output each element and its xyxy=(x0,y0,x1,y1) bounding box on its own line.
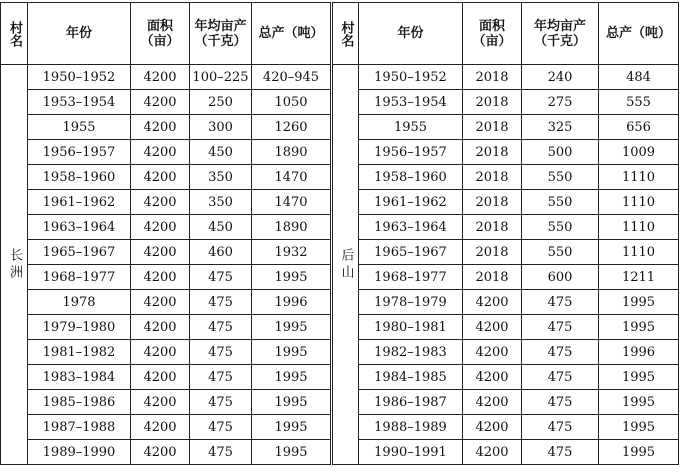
left-area-cell: 4200 xyxy=(131,415,190,440)
left-total-cell: 1995 xyxy=(252,265,332,290)
header-total-left: 总产（吨） xyxy=(252,3,332,65)
left-year-cell: 1989–1990 xyxy=(28,440,131,465)
left-area-cell: 4200 xyxy=(131,215,190,240)
left-yield-cell: 475 xyxy=(190,340,252,365)
right-year-cell: 1982–1983 xyxy=(359,340,463,365)
right-total-cell: 1995 xyxy=(599,365,679,390)
right-area-cell: 4200 xyxy=(463,340,522,365)
left-area-cell: 4200 xyxy=(131,115,190,140)
right-year-cell: 1968–1977 xyxy=(359,265,463,290)
left-year-cell: 1985–1986 xyxy=(28,390,131,415)
right-total-cell: 1110 xyxy=(599,240,679,265)
header-area-right: 面积（亩） xyxy=(463,3,522,65)
right-yield-cell: 475 xyxy=(522,340,599,365)
left-yield-cell: 350 xyxy=(190,165,252,190)
right-area-cell: 2018 xyxy=(463,90,522,115)
right-total-cell: 1995 xyxy=(599,290,679,315)
left-year-cell: 1965–1967 xyxy=(28,240,131,265)
left-year-cell: 1968–1977 xyxy=(28,265,131,290)
left-area-cell: 4200 xyxy=(131,90,190,115)
right-total-cell: 1995 xyxy=(599,315,679,340)
left-year-cell: 1987–1988 xyxy=(28,415,131,440)
right-year-cell: 1965–1967 xyxy=(359,240,463,265)
right-area-cell: 4200 xyxy=(463,290,522,315)
left-total-cell: 1995 xyxy=(252,415,332,440)
left-year-cell: 1953–1954 xyxy=(28,90,131,115)
header-village-left: 村名 xyxy=(1,3,28,65)
left-yield-cell: 475 xyxy=(190,390,252,415)
right-yield-cell: 550 xyxy=(522,165,599,190)
left-area-cell: 4200 xyxy=(131,390,190,415)
right-area-cell: 2018 xyxy=(463,190,522,215)
left-area-cell: 4200 xyxy=(131,365,190,390)
left-area-cell: 4200 xyxy=(131,140,190,165)
left-total-cell: 1995 xyxy=(252,365,332,390)
right-yield-cell: 475 xyxy=(522,290,599,315)
right-year-cell: 1963–1964 xyxy=(359,215,463,240)
right-total-cell: 1009 xyxy=(599,140,679,165)
right-yield-cell: 475 xyxy=(522,315,599,340)
left-area-cell: 4200 xyxy=(131,290,190,315)
header-yield-left: 年均亩产（千克） xyxy=(190,3,252,65)
left-total-cell: 1996 xyxy=(252,290,332,315)
right-yield-cell: 475 xyxy=(522,365,599,390)
left-yield-cell: 460 xyxy=(190,240,252,265)
header-village-right: 村名 xyxy=(332,3,359,65)
left-yield-cell: 300 xyxy=(190,115,252,140)
right-total-cell: 484 xyxy=(599,65,679,90)
left-total-cell: 1050 xyxy=(252,90,332,115)
left-total-cell: 1932 xyxy=(252,240,332,265)
right-year-cell: 1950–1952 xyxy=(359,65,463,90)
right-year-cell: 1988–1989 xyxy=(359,415,463,440)
left-total-cell: 1995 xyxy=(252,440,332,465)
right-year-cell: 1978–1979 xyxy=(359,290,463,315)
left-total-cell: 1890 xyxy=(252,140,332,165)
right-area-cell: 2018 xyxy=(463,115,522,140)
right-total-cell: 1996 xyxy=(599,340,679,365)
header-year-right: 年份 xyxy=(359,3,463,65)
table-body xyxy=(1,65,679,465)
left-total-cell: 1995 xyxy=(252,315,332,340)
right-area-cell: 2018 xyxy=(463,215,522,240)
right-total-cell: 1110 xyxy=(599,215,679,240)
right-total-cell: 1211 xyxy=(599,265,679,290)
left-total-cell: 1995 xyxy=(252,390,332,415)
left-yield-cell: 475 xyxy=(190,415,252,440)
right-yield-cell: 240 xyxy=(522,65,599,90)
left-area-cell: 4200 xyxy=(131,65,190,90)
right-year-cell: 1980–1981 xyxy=(359,315,463,340)
right-year-cell: 1961–1962 xyxy=(359,190,463,215)
left-year-cell: 1958–1960 xyxy=(28,165,131,190)
left-total-cell: 1890 xyxy=(252,215,332,240)
left-total-cell: 420–945 xyxy=(252,65,332,90)
left-yield-cell: 350 xyxy=(190,190,252,215)
left-yield-cell: 450 xyxy=(190,140,252,165)
header-yield-right: 年均亩产（千克） xyxy=(522,3,599,65)
left-yield-cell: 475 xyxy=(190,290,252,315)
left-total-cell: 1995 xyxy=(252,340,332,365)
left-year-cell: 1956–1957 xyxy=(28,140,131,165)
left-area-cell: 4200 xyxy=(131,315,190,340)
right-total-cell: 1995 xyxy=(599,390,679,415)
right-area-cell: 4200 xyxy=(463,315,522,340)
right-total-cell: 1995 xyxy=(599,415,679,440)
right-area-cell: 4200 xyxy=(463,415,522,440)
left-yield-cell: 475 xyxy=(190,440,252,465)
left-area-cell: 4200 xyxy=(131,190,190,215)
village-name-left: 长洲 xyxy=(1,65,28,465)
village-name-right: 后山 xyxy=(332,65,359,465)
right-year-cell: 1990–1991 xyxy=(359,440,463,465)
left-area-cell: 4200 xyxy=(131,265,190,290)
right-area-cell: 2018 xyxy=(463,165,522,190)
right-area-cell: 2018 xyxy=(463,265,522,290)
right-yield-cell: 500 xyxy=(522,140,599,165)
left-total-cell: 1260 xyxy=(252,115,332,140)
left-area-cell: 4200 xyxy=(131,340,190,365)
left-year-cell: 1955 xyxy=(28,115,131,140)
left-total-cell: 1470 xyxy=(252,190,332,215)
right-area-cell: 2018 xyxy=(463,140,522,165)
left-year-cell: 1963–1964 xyxy=(28,215,131,240)
right-yield-cell: 550 xyxy=(522,190,599,215)
header-row xyxy=(1,3,679,65)
production-table xyxy=(0,2,679,465)
left-total-cell: 1470 xyxy=(252,165,332,190)
table-row xyxy=(1,65,679,90)
right-year-cell: 1956–1957 xyxy=(359,140,463,165)
right-total-cell: 1995 xyxy=(599,440,679,465)
right-area-cell: 2018 xyxy=(463,240,522,265)
left-area-cell: 4200 xyxy=(131,240,190,265)
right-year-cell: 1953–1954 xyxy=(359,90,463,115)
left-yield-cell: 100–225 xyxy=(190,65,252,90)
left-yield-cell: 475 xyxy=(190,315,252,340)
right-year-cell: 1986–1987 xyxy=(359,390,463,415)
right-area-cell: 4200 xyxy=(463,390,522,415)
right-area-cell: 2018 xyxy=(463,65,522,90)
left-year-cell: 1950–1952 xyxy=(28,65,131,90)
right-yield-cell: 600 xyxy=(522,265,599,290)
header-year-left: 年份 xyxy=(28,3,131,65)
right-yield-cell: 475 xyxy=(522,415,599,440)
left-year-cell: 1979–1980 xyxy=(28,315,131,340)
left-yield-cell: 475 xyxy=(190,365,252,390)
left-yield-cell: 250 xyxy=(190,90,252,115)
right-year-cell: 1984–1985 xyxy=(359,365,463,390)
left-area-cell: 4200 xyxy=(131,440,190,465)
header-total-right: 总产（吨） xyxy=(599,3,679,65)
left-yield-cell: 450 xyxy=(190,215,252,240)
right-yield-cell: 475 xyxy=(522,440,599,465)
right-area-cell: 4200 xyxy=(463,365,522,390)
right-yield-cell: 550 xyxy=(522,240,599,265)
right-yield-cell: 475 xyxy=(522,390,599,415)
header-area-left: 面积（亩） xyxy=(131,3,190,65)
right-year-cell: 1955 xyxy=(359,115,463,140)
left-year-cell: 1983–1984 xyxy=(28,365,131,390)
left-year-cell: 1978 xyxy=(28,290,131,315)
left-year-cell: 1981–1982 xyxy=(28,340,131,365)
right-area-cell: 4200 xyxy=(463,440,522,465)
right-yield-cell: 275 xyxy=(522,90,599,115)
right-total-cell: 1110 xyxy=(599,190,679,215)
right-total-cell: 656 xyxy=(599,115,679,140)
right-year-cell: 1958–1960 xyxy=(359,165,463,190)
left-year-cell: 1961–1962 xyxy=(28,190,131,215)
left-yield-cell: 475 xyxy=(190,265,252,290)
right-total-cell: 1110 xyxy=(599,165,679,190)
right-yield-cell: 325 xyxy=(522,115,599,140)
right-total-cell: 555 xyxy=(599,90,679,115)
right-yield-cell: 550 xyxy=(522,215,599,240)
left-area-cell: 4200 xyxy=(131,165,190,190)
